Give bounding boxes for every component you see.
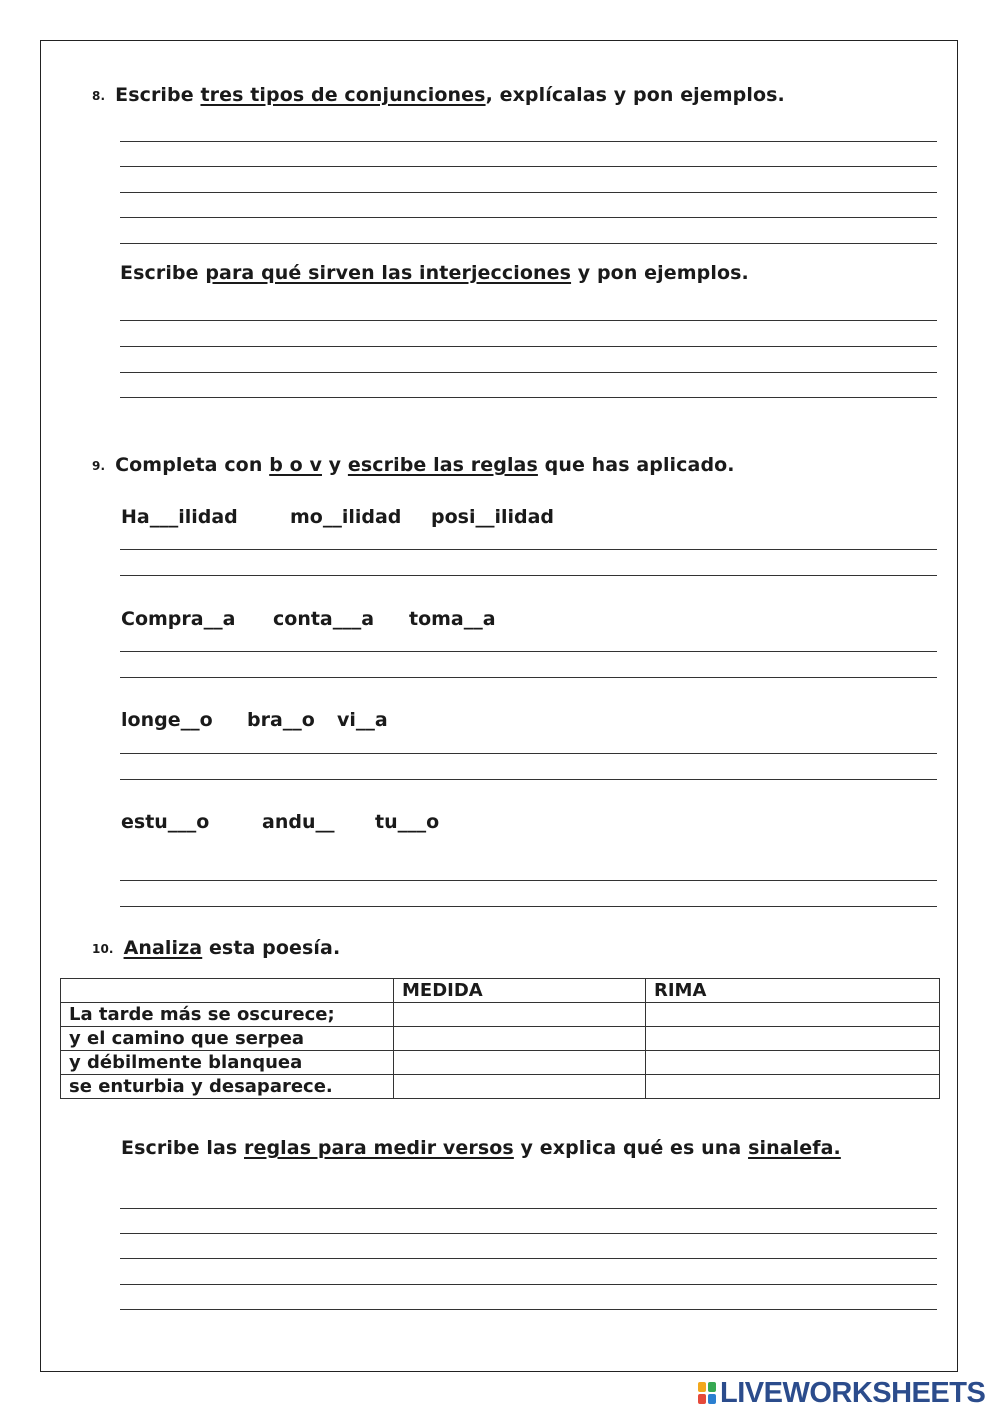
rima-cell[interactable] [646, 1027, 940, 1051]
verse-cell: La tarde más se oscurece; [61, 1003, 394, 1027]
verse-cell: y débilmente blanquea [61, 1051, 394, 1075]
fill-word[interactable]: mo__ilidad [290, 506, 402, 528]
answer-line[interactable] [120, 166, 937, 167]
liveworksheets-logo [698, 1376, 986, 1409]
answer-line[interactable] [120, 243, 937, 244]
table-header-row [61, 979, 940, 1003]
answer-line[interactable] [120, 906, 937, 907]
fill-word[interactable]: tu___o [375, 811, 440, 833]
question-9: 9. Completa con b o v y escribe las reglas que has aplicado. [92, 454, 735, 476]
fill-word[interactable]: posi__ilidad [431, 506, 555, 528]
medida-cell[interactable] [394, 1075, 646, 1099]
question-8: 8. Escribe tres tipos de conjunciones, explícalas y pon ejemplos. [92, 84, 785, 106]
verse-cell: se enturbia y desaparece. [61, 1075, 394, 1099]
answer-line[interactable] [120, 372, 937, 373]
answer-line[interactable] [120, 397, 937, 398]
answer-line[interactable] [120, 141, 937, 142]
medida-cell[interactable] [394, 1027, 646, 1051]
answer-line[interactable] [120, 1309, 937, 1310]
poem-analysis-table [60, 978, 940, 1099]
answer-line[interactable] [120, 651, 937, 652]
answer-line[interactable] [120, 346, 937, 347]
fill-word[interactable]: toma__a [409, 608, 496, 630]
word-row-2 [121, 608, 496, 630]
answer-line[interactable] [120, 753, 937, 754]
fill-word[interactable]: andu__ [262, 811, 335, 833]
answer-line[interactable] [120, 1208, 937, 1209]
answer-line[interactable] [120, 217, 937, 218]
logo-text: LIVEWORKSHEETS [720, 1376, 986, 1409]
answer-line[interactable] [120, 1258, 937, 1259]
answer-line[interactable] [120, 192, 937, 193]
question-8-interjecciones: Escribe para qué sirven las interjecciones y pon ejemplos. [120, 262, 749, 284]
answer-line[interactable] [120, 1284, 937, 1285]
answer-line[interactable] [120, 575, 937, 576]
rima-cell[interactable] [646, 1051, 940, 1075]
fill-word[interactable]: longe__o [121, 709, 213, 731]
header-rima: RIMA [646, 979, 940, 1003]
fill-word[interactable]: bra__o [247, 709, 315, 731]
medida-cell[interactable] [394, 1003, 646, 1027]
table-row [61, 1003, 940, 1027]
answer-line[interactable] [120, 779, 937, 780]
fill-word[interactable]: Compra__a [121, 608, 236, 630]
answer-line[interactable] [120, 1233, 937, 1234]
question-number: 10. [92, 942, 114, 956]
word-row-3 [121, 709, 388, 731]
rima-cell[interactable] [646, 1003, 940, 1027]
question-10-sinalefa: Escribe las reglas para medir versos y explica qué es una sinalefa. [121, 1137, 841, 1159]
answer-line[interactable] [120, 320, 937, 321]
rima-cell[interactable] [646, 1075, 940, 1099]
answer-line[interactable] [120, 677, 937, 678]
question-number: 9. [92, 459, 106, 473]
verse-cell: y el camino que serpea [61, 1027, 394, 1051]
medida-cell[interactable] [394, 1051, 646, 1075]
header-medida: MEDIDA [394, 979, 646, 1003]
table-row [61, 1051, 940, 1075]
answer-line[interactable] [120, 549, 937, 550]
worksheet-border [40, 40, 958, 1372]
word-row-4 [121, 811, 439, 833]
table-row [61, 1075, 940, 1099]
question-number: 8. [92, 89, 106, 103]
table-row [61, 1027, 940, 1051]
question-10: 10. Analiza esta poesía. [92, 937, 341, 959]
fill-word[interactable]: Ha___ilidad [121, 506, 238, 528]
fill-word[interactable]: conta___a [273, 608, 375, 630]
fill-word[interactable]: estu___o [121, 811, 210, 833]
fill-word[interactable]: vi__a [337, 709, 388, 731]
logo-blocks-icon [698, 1382, 716, 1404]
header-cell [61, 979, 394, 1003]
word-row-1 [121, 506, 554, 528]
answer-line[interactable] [120, 880, 937, 881]
